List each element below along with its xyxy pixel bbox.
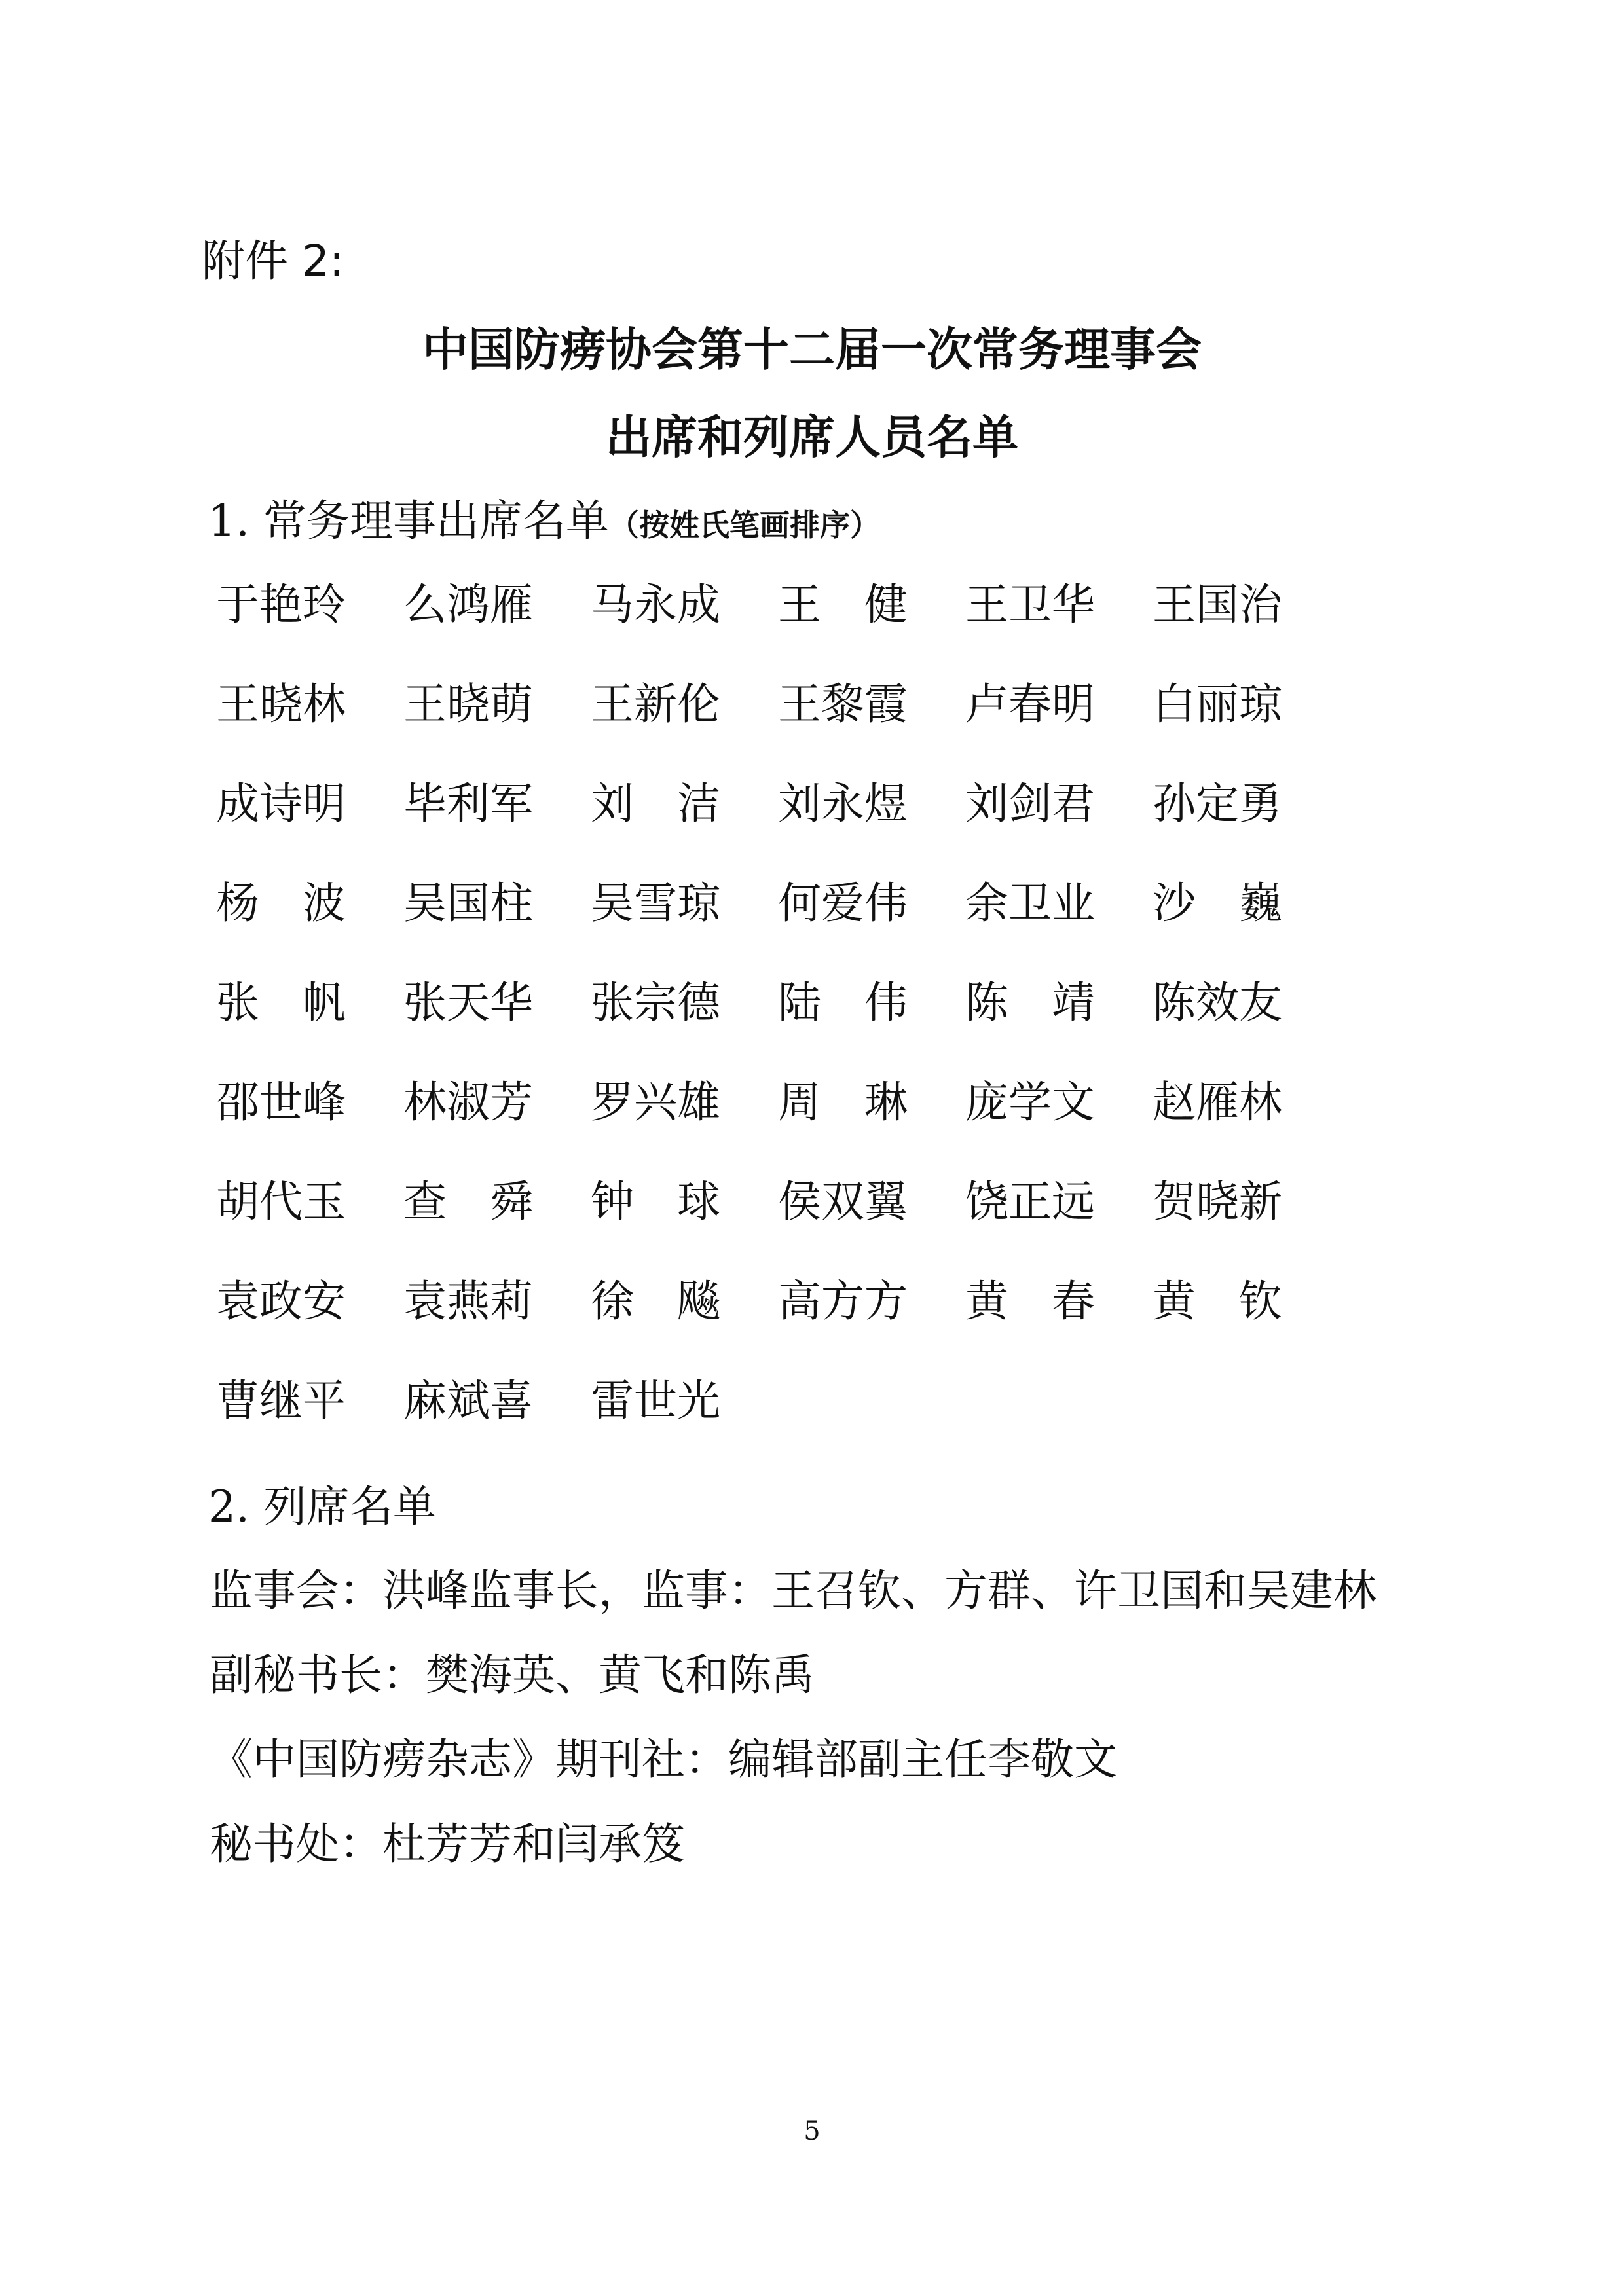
secretariat-line: 秘书处：杜芳芳和闫承笈 (210, 1819, 685, 1869)
section-1-heading (208, 486, 880, 548)
attendee-name: 么鸿雁 (403, 579, 533, 630)
attendee-name: 吴国柱 (403, 878, 533, 928)
attendee-name: 林淑芳 (403, 1077, 533, 1127)
name-row (216, 769, 1460, 868)
attendee-name: 卢春明 (965, 679, 1095, 729)
attendee-name: 陈 靖 (965, 977, 1095, 1028)
attendee-name: 胡代玉 (216, 1176, 346, 1227)
attendee-name: 黄 春 (965, 1276, 1095, 1326)
attendee-name: 黄 钦 (1153, 1276, 1282, 1326)
attendee-name: 雷世光 (591, 1376, 720, 1426)
name-row (216, 1167, 1460, 1266)
section-2-heading: 2. 列席名单 (208, 1482, 436, 1532)
attendee-name: 沙 巍 (1153, 878, 1282, 928)
attendee-name: 钟 球 (591, 1176, 720, 1227)
attendee-name: 孙定勇 (1153, 778, 1282, 829)
attendee-name: 饶正远 (965, 1176, 1095, 1227)
attendee-name: 王晓萌 (403, 679, 533, 729)
attendee-name: 何爱伟 (778, 878, 908, 928)
attendee-name: 刘剑君 (965, 778, 1095, 829)
journal-line: 《中国防痨杂志》期刊社：编辑部副主任李敬文 (210, 1734, 1117, 1785)
name-row (216, 570, 1460, 669)
page-number: 5 (803, 2116, 821, 2146)
attendee-name-grid (216, 570, 1460, 1465)
attendee-name: 赵雁林 (1153, 1077, 1282, 1127)
attendee-name: 查 舜 (403, 1176, 533, 1227)
attendee-name: 王卫华 (965, 579, 1095, 630)
attendee-name: 张宗德 (591, 977, 720, 1028)
name-row (216, 968, 1460, 1067)
attendee-name: 吴雪琼 (591, 878, 720, 928)
attendee-name: 袁政安 (216, 1276, 346, 1326)
attendee-name: 陆 伟 (778, 977, 908, 1028)
attendee-name: 侯双翼 (778, 1176, 908, 1227)
attendee-name: 袁燕莉 (403, 1276, 533, 1326)
attendee-name: 刘永煜 (778, 778, 908, 829)
deputy-secretary-line: 副秘书长：樊海英、黄飞和陈禹 (210, 1650, 815, 1700)
attendee-name: 周 琳 (778, 1077, 908, 1127)
attendee-name: 刘 洁 (591, 778, 720, 829)
document-subtitle: 出席和列席人员名单 (606, 410, 1018, 464)
sort-note: （按姓氏笔画排序） (608, 507, 880, 543)
name-row (216, 669, 1460, 769)
attendee-name: 徐 飚 (591, 1276, 720, 1326)
attendee-name: 于艳玲 (216, 579, 346, 630)
name-row (216, 868, 1460, 968)
section-1-heading-text: 1. 常务理事出席名单 (208, 496, 609, 546)
attendee-name: 曹继平 (216, 1376, 346, 1426)
name-row (216, 1067, 1460, 1167)
attendee-name: 杨 波 (216, 878, 346, 928)
name-row (216, 1266, 1460, 1366)
attendee-name: 张 帆 (216, 977, 346, 1028)
attendee-name: 高方方 (778, 1276, 908, 1326)
name-row (216, 1366, 1460, 1465)
attendee-name: 邵世峰 (216, 1077, 346, 1127)
attendee-name: 王黎霞 (778, 679, 908, 729)
attendee-name: 王晓林 (216, 679, 346, 729)
attendee-name: 王新伦 (591, 679, 720, 729)
attendee-name: 张天华 (403, 977, 533, 1028)
attendee-name: 余卫业 (965, 878, 1095, 928)
attachment-label: 附件 2: (202, 236, 344, 286)
attendee-name: 罗兴雄 (591, 1077, 720, 1127)
attendee-name: 陈效友 (1153, 977, 1282, 1028)
supervisory-board-line: 监事会：洪峰监事长，监事：王召钦、方群、许卫国和吴建林 (210, 1565, 1376, 1616)
attendee-name: 贺晓新 (1153, 1176, 1282, 1227)
attendee-name: 王 健 (778, 579, 908, 630)
document-title: 中国防痨协会第十二届一次常务理事会 (422, 323, 1202, 376)
attendee-name: 白丽琼 (1153, 679, 1282, 729)
attendee-name: 庞学文 (965, 1077, 1095, 1127)
attendee-name: 成诗明 (216, 778, 346, 829)
attendee-name: 马永成 (591, 579, 720, 630)
attendee-name: 毕利军 (403, 778, 533, 829)
attendee-name: 王国治 (1153, 579, 1282, 630)
attendee-name: 麻斌喜 (403, 1376, 533, 1426)
